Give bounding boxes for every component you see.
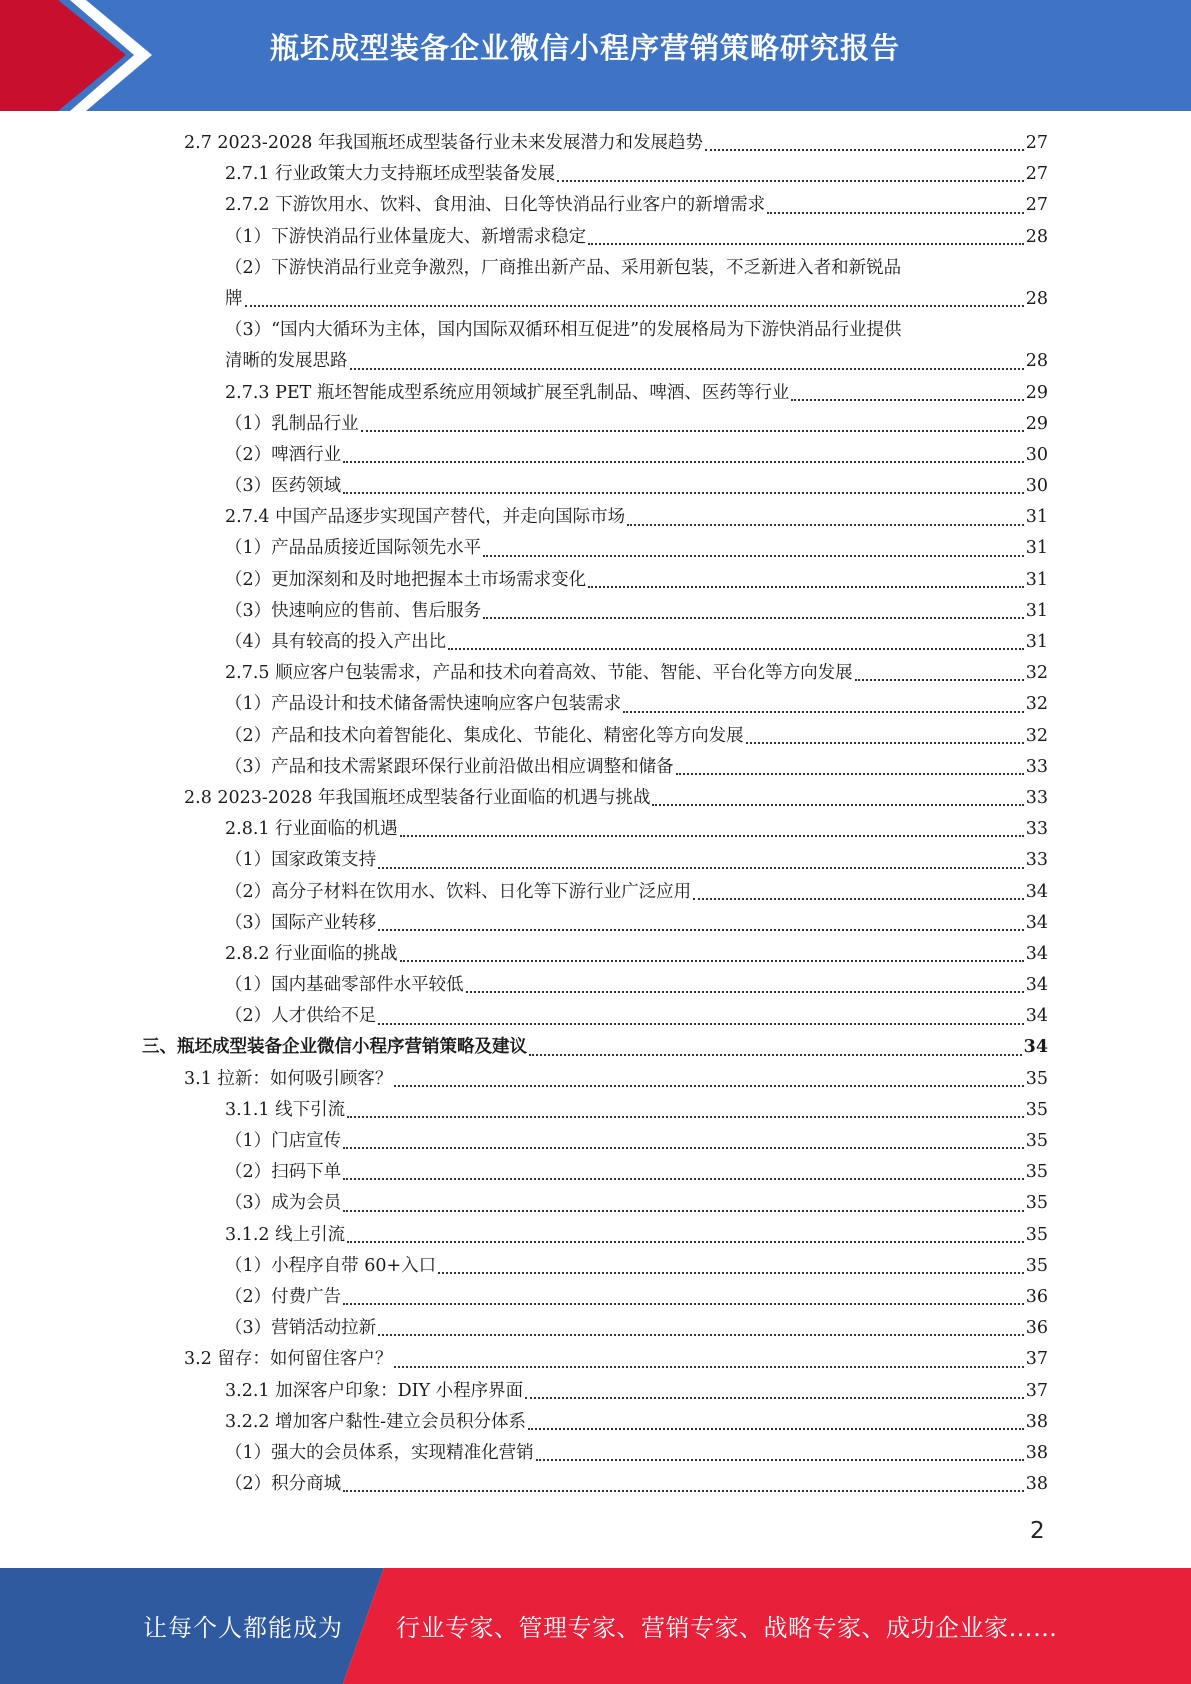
toc-entry-label: 2.7.4 中国产品逐步实现国产替代，并走向国际市场 (225, 507, 626, 528)
toc-entry-label: （3）营销活动拉新 (225, 1318, 377, 1339)
toc-entry[interactable] (0, 378, 1191, 409)
toc-entry-label: 3.2.2 增加客户黏性-建立会员积分体系 (225, 1411, 527, 1432)
toc-entry-page: 31 (1025, 632, 1048, 653)
toc-entry[interactable] (0, 1407, 1191, 1438)
toc-dot-leader (627, 524, 1024, 526)
toc-entry-label: 2.8 2023-2028 年我国瓶坯成型装备行业面临的机遇与挑战 (184, 787, 651, 808)
toc-entry[interactable] (0, 440, 1191, 471)
toc-entry-page: 28 (1025, 288, 1048, 309)
toc-entry-label: 2.7.1 行业政策大力支持瓶坯成型装备发展 (225, 164, 556, 185)
toc-entry-page: 38 (1025, 1442, 1048, 1463)
toc-entry-label: （3）产品和技术需紧跟环保行业前沿做出相应调整和储备 (225, 756, 674, 777)
toc-entry-page: 27 (1025, 164, 1048, 185)
toc-entry-page: 31 (1025, 507, 1048, 528)
toc-entry[interactable] (0, 534, 1191, 565)
toc-entry-page: 38 (1025, 1411, 1048, 1432)
toc-entry-page: 33 (1025, 850, 1048, 871)
toc-entry-label: 2.7.5 顺应客户包装需求，产品和技术向着高效、节能、智能、平台化等方向发展 (225, 663, 853, 684)
toc-entry-label: 2.8.1 行业面临的机遇 (225, 819, 398, 840)
toc-entry[interactable] (0, 1126, 1191, 1157)
toc-entry-label: （1）门店宣传 (225, 1131, 342, 1152)
toc-entry-page: 37 (1025, 1349, 1048, 1370)
toc-entry-label: （1）下游快消品行业体量庞大、新增需求稳定 (225, 226, 587, 247)
toc-entry-page: 28 (1025, 226, 1048, 247)
toc-dot-leader (676, 773, 1024, 775)
toc-entry-label: （4）具有较高的投入产出比 (225, 632, 447, 653)
toc-entry-label: （1）小程序自带 60+入口 (225, 1255, 437, 1276)
toc-dot-leader (791, 399, 1023, 401)
toc-entry-label: （1）强大的会员体系，实现精准化营销 (225, 1442, 534, 1463)
toc-entry[interactable] (0, 1438, 1191, 1469)
toc-entry[interactable] (0, 565, 1191, 596)
toc-entry[interactable] (0, 1313, 1191, 1344)
toc-entry-label: （2）积分商城 (225, 1474, 342, 1495)
toc-entry-page: 36 (1025, 1318, 1048, 1339)
toc-entry-label: （2）下游快消品行业竞争激烈，厂商推出新产品、采用新包装，不乏新进入者和新锐品 (225, 257, 902, 278)
toc-entry-page: 27 (1025, 195, 1048, 216)
toc-entry-label: 3.1.2 线上引流 (225, 1224, 346, 1245)
toc-entry[interactable] (0, 253, 1191, 315)
toc-entry[interactable] (0, 877, 1191, 908)
toc-entry[interactable] (0, 1220, 1191, 1251)
header-arrow-decoration (0, 0, 160, 111)
toc-entry-page: 35 (1025, 1099, 1048, 1120)
toc-entry-page: 30 (1025, 444, 1048, 465)
toc-entry-label: 3.1 拉新：如何吸引顾客？ (184, 1068, 393, 1089)
toc-entry-label: （2）更加深刻和及时地把握本土市场需求变化 (225, 569, 587, 590)
toc-dot-leader (693, 898, 1024, 900)
toc-entry[interactable] (0, 814, 1191, 845)
toc-dot-leader (557, 180, 1024, 182)
toc-entry[interactable] (0, 752, 1191, 783)
toc-dot-leader (400, 960, 1024, 962)
toc-entry[interactable] (0, 845, 1191, 876)
toc-entry[interactable] (0, 159, 1191, 190)
toc-entry-page: 32 (1025, 725, 1048, 746)
toc-dot-leader (767, 212, 1024, 214)
toc-dot-leader (343, 1210, 1024, 1212)
header-red-arrow (0, 0, 126, 111)
toc-entry-label: 2.8.2 行业面临的挑战 (225, 943, 398, 964)
toc-dot-leader (394, 1366, 1023, 1368)
toc-entry-label: （2）产品和技术向着智能化、集成化、节能化、精密化等方向发展 (225, 725, 744, 746)
toc-entry-page: 34 (1025, 912, 1048, 933)
toc-entry[interactable] (0, 1282, 1191, 1313)
toc-entry-label: （1）产品设计和技术储备需快速响应客户包装需求 (225, 694, 622, 715)
toc-entry-label: 3.2.1 加深客户印象：DIY 小程序界面 (225, 1380, 524, 1401)
toc-dot-leader (855, 679, 1024, 681)
toc-entry[interactable] (0, 409, 1191, 440)
toc-entry-page: 29 (1025, 413, 1048, 434)
toc-entry[interactable] (0, 1344, 1191, 1375)
table-of-contents (0, 128, 1191, 1500)
toc-entry-page: 31 (1025, 538, 1048, 559)
toc-entry-label: （1）产品品质接近国际领先水平 (225, 538, 482, 559)
toc-entry-page: 34 (1025, 943, 1048, 964)
page-footer (0, 1568, 1191, 1684)
toc-entry[interactable] (0, 1033, 1191, 1064)
toc-entry-page: 35 (1025, 1255, 1048, 1276)
toc-entry[interactable] (0, 596, 1191, 627)
toc-dot-leader (343, 1490, 1024, 1492)
toc-dot-leader (343, 1147, 1024, 1149)
toc-entry[interactable] (0, 1469, 1191, 1500)
toc-entry-page: 38 (1025, 1474, 1048, 1495)
toc-entry-label: （3）快速响应的售前、售后服务 (225, 600, 482, 621)
toc-entry-label: （1）国家政策支持 (225, 850, 377, 871)
toc-entry-page: 31 (1025, 600, 1048, 621)
toc-entry[interactable] (0, 721, 1191, 752)
toc-entry-label: 3.2 留存：如何留住客户？ (184, 1349, 393, 1370)
toc-entry[interactable] (0, 1251, 1191, 1282)
toc-entry-label: （2）付费广告 (225, 1286, 342, 1307)
toc-entry-page: 34 (1025, 1006, 1048, 1027)
toc-entry-label: 三、瓶坯成型装备企业微信小程序营销策略及建议 (142, 1037, 527, 1058)
toc-dot-leader (705, 149, 1024, 151)
toc-entry-label: 2.7 2023-2028 年我国瓶坯成型装备行业未来发展潜力和发展趋势 (184, 132, 703, 153)
toc-entry-label: （1）国内基础零部件水平较低 (225, 975, 464, 996)
toc-dot-leader (343, 492, 1024, 494)
toc-dot-leader (378, 1334, 1024, 1336)
toc-entry[interactable] (0, 908, 1191, 939)
toc-entry[interactable] (0, 1188, 1191, 1219)
toc-entry-label: （1）乳制品行业 (225, 413, 359, 434)
toc-entry-page: 34 (1025, 975, 1048, 996)
toc-dot-leader (483, 617, 1024, 619)
toc-entry[interactable] (0, 190, 1191, 221)
toc-entry-label: （3）“国内大循环为主体，国内国际双循环相互促进”的发展格局为下游快消品行业提供 (225, 320, 902, 341)
toc-dot-leader (245, 305, 1024, 307)
toc-dot-leader (394, 1085, 1023, 1087)
toc-entry-page: 32 (1025, 663, 1048, 684)
toc-entry-page: 27 (1025, 132, 1048, 153)
toc-dot-leader (378, 1023, 1024, 1025)
toc-entry-page: 35 (1025, 1193, 1048, 1214)
toc-dot-leader (343, 1178, 1024, 1180)
footer-slogan-left: 让每个人都能成为 (143, 1614, 343, 1642)
toc-dot-leader (466, 991, 1024, 993)
toc-entry-page: 31 (1025, 569, 1048, 590)
page-number: 2 (1030, 1518, 1045, 1544)
toc-dot-leader (378, 929, 1024, 931)
toc-dot-leader (343, 1303, 1024, 1305)
toc-entry-label: （2）扫码下单 (225, 1162, 342, 1183)
toc-dot-leader (525, 1397, 1024, 1399)
toc-dot-leader (378, 867, 1024, 869)
toc-dot-leader (529, 1054, 1022, 1056)
footer-slogan-right: 行业专家、管理专家、营销专家、战略专家、成功企业家…… (396, 1614, 1058, 1642)
toc-entry-page: 35 (1025, 1224, 1048, 1245)
toc-entry[interactable] (0, 222, 1191, 253)
toc-entry-page: 29 (1025, 382, 1048, 403)
toc-entry-page: 36 (1025, 1286, 1048, 1307)
toc-entry-label-continued: 清晰的发展思路 (225, 351, 348, 372)
toc-entry-page: 33 (1025, 787, 1048, 808)
toc-entry[interactable] (0, 1001, 1191, 1032)
toc-entry-page: 37 (1025, 1380, 1048, 1401)
page-header (0, 0, 1191, 111)
toc-entry-label: （2）人才供给不足 (225, 1006, 377, 1027)
toc-entry-page: 33 (1025, 819, 1048, 840)
toc-entry[interactable] (0, 1095, 1191, 1126)
toc-dot-leader (343, 461, 1024, 463)
toc-entry-page: 35 (1025, 1162, 1048, 1183)
toc-dot-leader (536, 1459, 1024, 1461)
toc-entry[interactable] (0, 128, 1191, 159)
toc-entry[interactable] (0, 627, 1191, 658)
toc-entry[interactable] (0, 1376, 1191, 1407)
toc-entry-page: 33 (1025, 756, 1048, 777)
toc-entry-page: 30 (1025, 476, 1048, 497)
toc-entry[interactable] (0, 658, 1191, 689)
toc-entry-label: 2.7.3 PET 瓶坯智能成型系统应用领域扩展至乳制品、啤酒、医药等行业 (225, 382, 790, 403)
toc-entry[interactable] (0, 1157, 1191, 1188)
toc-entry[interactable] (0, 783, 1191, 814)
toc-dot-leader (746, 742, 1024, 744)
toc-dot-leader (448, 648, 1024, 650)
toc-entry-page: 28 (1025, 351, 1048, 372)
toc-entry[interactable] (0, 315, 1191, 377)
toc-dot-leader (623, 711, 1024, 713)
toc-entry-page: 35 (1025, 1068, 1048, 1089)
toc-entry-label: 2.7.2 下游饮用水、饮料、食用油、日化等快消品行业客户的新增需求 (225, 195, 766, 216)
toc-entry-page: 32 (1025, 694, 1048, 715)
toc-dot-leader (400, 835, 1024, 837)
toc-entry-label: 3.1.1 线下引流 (225, 1099, 346, 1120)
toc-entry[interactable] (0, 939, 1191, 970)
toc-dot-leader (588, 243, 1024, 245)
toc-dot-leader (438, 1272, 1024, 1274)
toc-entry[interactable] (0, 1064, 1191, 1095)
toc-entry-page: 34 (1023, 1037, 1048, 1058)
toc-entry-label: （3）医药领域 (225, 476, 342, 497)
toc-entry[interactable] (0, 689, 1191, 720)
toc-dot-leader (528, 1428, 1024, 1430)
toc-entry[interactable] (0, 970, 1191, 1001)
toc-entry[interactable] (0, 502, 1191, 533)
toc-entry-label: （3）国际产业转移 (225, 912, 377, 933)
toc-dot-leader (350, 368, 1024, 370)
toc-dot-leader (588, 586, 1024, 588)
toc-entry-label: （3）成为会员 (225, 1193, 342, 1214)
toc-entry[interactable] (0, 471, 1191, 502)
toc-dot-leader (347, 1241, 1024, 1243)
toc-entry-page: 34 (1025, 881, 1048, 902)
toc-dot-leader (483, 555, 1024, 557)
toc-dot-leader (347, 1116, 1024, 1118)
toc-dot-leader (361, 430, 1024, 432)
toc-entry-page: 35 (1025, 1131, 1048, 1152)
toc-entry-label-continued: 牌 (225, 288, 243, 309)
toc-entry-label: （2）高分子材料在饮用水、饮料、日化等下游行业广泛应用 (225, 881, 692, 902)
toc-dot-leader (652, 804, 1023, 806)
report-title: 瓶坯成型装备企业微信小程序营销策略研究报告 (270, 31, 901, 65)
toc-entry-label: （2）啤酒行业 (225, 444, 342, 465)
